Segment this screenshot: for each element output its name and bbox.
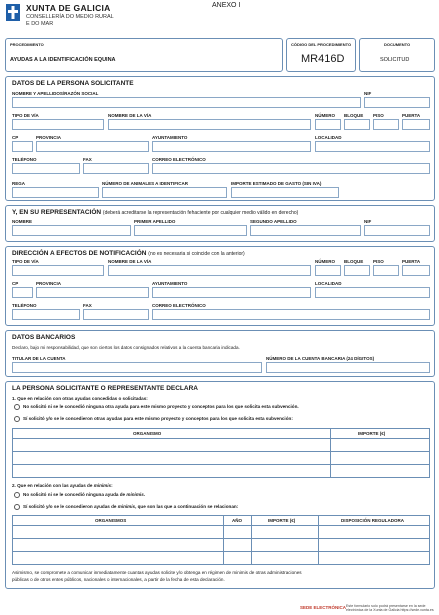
closing-line-1: Asimismo, se compromete a comunicar inmediatamente cuantas ayudas solicite y/o obtenga en régimen de minimis de otras administraciones	[12, 570, 302, 575]
rep-nif-label: NIF	[364, 219, 372, 224]
notif-phone-field[interactable]	[12, 309, 80, 320]
email-label: CORREO ELECTRÓNICO	[152, 157, 206, 162]
procedure-label: PROCEDIMIENTO	[10, 42, 44, 47]
procedure-code-label: CÓDIGO DEL PROCEDIMIENTO	[291, 42, 352, 47]
locality-label: LOCALIDAD	[315, 135, 342, 140]
applicant-nif-field[interactable]	[364, 97, 430, 108]
applicant-name-label: NOMBRE Y APELLIDOS/RAZÓN SOCIAL	[12, 91, 99, 96]
logo-subtitle-1: CONSELLERÍA DO MEDIO RURAL	[26, 14, 114, 20]
applicant-title: DATOS DE LA PERSONA SOLICITANTE	[12, 80, 134, 87]
notif-door-label: PUERTA	[402, 259, 421, 264]
rep-name-label: NOMBRE	[12, 219, 32, 224]
number-field[interactable]	[315, 119, 341, 130]
floor-field[interactable]	[373, 119, 399, 130]
notif-block-label: BLOQUE	[344, 259, 364, 264]
annex-label: ANEXO I	[212, 2, 241, 9]
t2-header-year: AÑO	[232, 518, 242, 523]
door-label: PUERTA	[402, 113, 421, 118]
account-number-field[interactable]	[266, 362, 430, 373]
notif-number-label: NÚMERO	[315, 259, 335, 264]
locality-field[interactable]	[315, 141, 430, 152]
representative-section	[5, 205, 435, 242]
floor-label: PISO	[373, 113, 384, 118]
applicant-name-field[interactable]	[12, 97, 361, 108]
block-label: BLOQUE	[344, 113, 364, 118]
notif-fax-label: FAX	[83, 303, 92, 308]
council-field[interactable]	[152, 141, 311, 152]
animals-field[interactable]	[102, 187, 227, 198]
declaration-title: LA PERSONA SOLICITANTE O REPRESENTANTE DECLARA	[12, 385, 198, 392]
cost-label: IMPORTE ESTIMADO DE GASTO (SIN IVA)	[231, 181, 322, 186]
notif-via-type-label: TIPO DE VÍA	[12, 259, 39, 264]
notif-phone-label: TELÉFONO	[12, 303, 37, 308]
fax-field[interactable]	[83, 163, 149, 174]
account-holder-field[interactable]	[12, 362, 262, 373]
other-aids-table	[12, 428, 430, 478]
q1-yes-label: Sí solicitó y/o se le concedieron otras ayudas para este mismo proyecto y conceptos para los que solicita esta subvención:	[23, 416, 293, 421]
closing-line-2: públicas o de otros entes públicos, nacionales o internacionales, a partir de la fecha de esta declaración.	[12, 577, 225, 582]
fax-label: FAX	[83, 157, 92, 162]
cp-field[interactable]	[12, 141, 33, 152]
q2-yes-radio[interactable]	[14, 504, 20, 510]
rep-first-surname-field[interactable]	[134, 225, 247, 236]
q2-no-label: No solicitó ni se le concedió ninguna ayuda de minimis.	[23, 492, 146, 497]
document-box	[359, 38, 435, 72]
document-label: DOCUMENTO	[384, 42, 411, 47]
notif-province-field[interactable]	[36, 287, 149, 298]
t2-header-organisms: ORGANISMOS	[95, 518, 127, 523]
rep-second-surname-field[interactable]	[250, 225, 361, 236]
notif-fax-field[interactable]	[83, 309, 149, 320]
phone-field[interactable]	[12, 163, 80, 174]
notif-locality-field[interactable]	[315, 287, 430, 298]
rep-second-surname-label: SEGUNDO APELLIDO	[250, 219, 297, 224]
via-type-field[interactable]	[12, 119, 104, 130]
notif-via-name-label: NOMBRE DE LA VÍA	[108, 259, 152, 264]
footer-text: Este formulario solo podrá presentarse en la sede electrónica de la Xunta de Galicia https://sede.xunta.es	[346, 604, 434, 613]
rep-name-field[interactable]	[12, 225, 131, 236]
notification-section	[5, 246, 435, 326]
question-2: 2. Que en relación con las ayudas de minimis:	[12, 483, 113, 488]
declaration-section	[5, 381, 435, 589]
account-holder-label: TITULAR DE LA CUENTA	[12, 356, 66, 361]
sede-electronica-logo: SEDE ELECTRÓNICA	[300, 605, 347, 610]
document-value: SOLICITUD	[380, 57, 410, 63]
logo-title: XUNTA DE GALICIA	[26, 3, 111, 13]
notif-via-name-field[interactable]	[108, 265, 311, 276]
notif-email-label: CORREO ELECTRÓNICO	[152, 303, 206, 308]
applicant-section	[5, 76, 435, 201]
notif-council-label: AYUNTAMIENTO	[152, 281, 188, 286]
q2-yes-label: Sí solicitó y/o se le concedieron ayudas de minimis, que son las que a continuación se relacionan:	[23, 504, 239, 509]
t1-header-organism: ORGANISMO	[133, 431, 162, 436]
notif-via-type-field[interactable]	[12, 265, 104, 276]
page-footer	[0, 601, 439, 615]
rega-field[interactable]	[12, 187, 99, 198]
province-field[interactable]	[36, 141, 149, 152]
notif-council-field[interactable]	[152, 287, 311, 298]
notif-floor-label: PISO	[373, 259, 384, 264]
logo-subtitle-2: E DO MAR	[26, 21, 54, 27]
account-number-label: NÚMERO DE LA CUENTA BANCARIA (24 DÍGITOS)	[266, 356, 375, 361]
bank-section	[5, 330, 435, 377]
via-name-label: NOMBRE DE LA VÍA	[108, 113, 152, 118]
notif-cp-field[interactable]	[12, 287, 33, 298]
council-label: AYUNTAMIENTO	[152, 135, 188, 140]
notif-number-field[interactable]	[315, 265, 341, 276]
procedure-value: AYUDAS A LA IDENTIFICACIÓN EQUINA	[10, 57, 116, 63]
notif-email-field[interactable]	[152, 309, 430, 320]
procedure-code-value: MR416D	[301, 53, 345, 65]
phone-label: TELÉFONO	[12, 157, 37, 162]
bank-title: DATOS BANCARIOS	[12, 334, 76, 341]
notif-cp-label: CP	[12, 281, 19, 286]
t2-header-amount: IMPORTE (€)	[268, 518, 296, 523]
via-name-field[interactable]	[108, 119, 311, 130]
rep-nif-field[interactable]	[364, 225, 430, 236]
province-label: PROVINCIA	[36, 135, 62, 140]
minimis-aids-table	[12, 515, 430, 565]
cost-field[interactable]	[231, 187, 339, 198]
t2-header-regulation: DISPOSICIÓN REGULADORA	[341, 518, 405, 523]
question-1: 1. Que en relación con otras ayudas concedidas o solicitadas:	[12, 396, 148, 401]
applicant-nif-label: NIF	[364, 91, 372, 96]
page-header	[0, 0, 439, 38]
email-field[interactable]	[152, 163, 430, 174]
t1-header-amount: IMPORTE (€)	[358, 431, 386, 436]
representative-title: Y, EN SU REPRESENTACIÓN (deberá acreditarse la representación fehaciente por cualquier medio válido en derecho)	[12, 209, 299, 216]
animals-label: NÚMERO DE ANIMALES A IDENTIFICAR	[102, 181, 188, 186]
rep-first-surname-label: PRIMER APELLIDO	[134, 219, 176, 224]
number-label: NÚMERO	[315, 113, 335, 118]
q1-yes-radio[interactable]	[14, 416, 20, 422]
bank-declaration-text: Declaro, bajo mi responsabilidad, que son ciertos los datos consignados relativos a la cuenta bancaria indicada.	[12, 345, 240, 350]
notif-floor-field[interactable]	[373, 265, 399, 276]
procedure-box	[5, 38, 283, 72]
q2-no-radio[interactable]	[14, 492, 20, 498]
q1-no-radio[interactable]	[14, 404, 20, 410]
notif-province-label: PROVINCIA	[36, 281, 62, 286]
door-field[interactable]	[402, 119, 430, 130]
cp-label: CP	[12, 135, 19, 140]
notif-block-field[interactable]	[344, 265, 370, 276]
block-field[interactable]	[344, 119, 370, 130]
notif-door-field[interactable]	[402, 265, 430, 276]
via-type-label: TIPO DE VÍA	[12, 113, 39, 118]
rega-label: REGA	[12, 181, 26, 186]
q1-no-label: No solicitó ni se le concedió ninguna otra ayuda para este mismo proyecto y conceptos para los que solicita esta subvención.	[23, 404, 299, 409]
procedure-code-box	[286, 38, 356, 72]
xunta-logo-icon	[6, 4, 20, 21]
notification-title: DIRECCIÓN A EFECTOS DE NOTIFICACIÓN (no es necesaria si coincide con la anterior)	[12, 250, 245, 257]
notif-locality-label: LOCALIDAD	[315, 281, 342, 286]
